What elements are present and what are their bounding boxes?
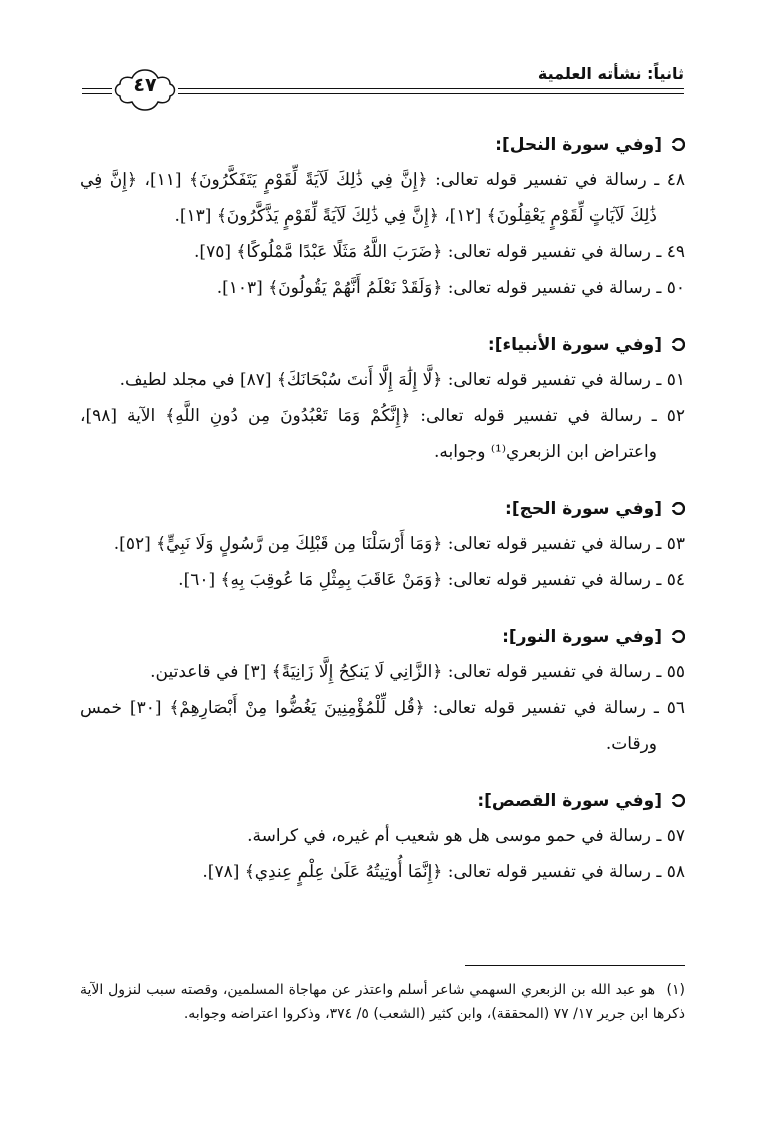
crescent-bullet-icon <box>672 338 685 351</box>
header-rule-left <box>82 88 112 94</box>
section-hajj <box>80 492 685 598</box>
list-item: ٥١ ـ رسالة في تفسير قوله تعالى: ﴿لَّا إِلَٰهَ إِلَّا أَنتَ سُبْحَانَكَ﴾ [٨٧] في مجلد لطيف. <box>119 370 685 390</box>
section-qasas <box>80 784 685 890</box>
page-header <box>82 60 684 110</box>
footnote-separator <box>465 965 685 966</box>
section-heading <box>80 784 685 818</box>
main-content <box>80 120 685 890</box>
footnote-text: هو عبد الله بن الزبعري السهمي شاعر أسلم واعتذر عن مهاجاة المسلمين، وقصته سبب لنزول الآية ذكرها ابن جرير ١٧/ ٧٧ (المحققة)، وابن كثير (الشعب) ٥/ ٣٧٤، وذكروا اعتراضه وجوابه. <box>80 982 685 1022</box>
section-anbiya <box>80 328 685 470</box>
crescent-bullet-icon <box>672 138 685 151</box>
section-heading <box>80 328 685 362</box>
list-item: ٥٦ ـ رسالة في تفسير قوله تعالى: ﴿قُل لِّلْمُؤْمِنِينَ يَغُضُّوا مِنْ أَبْصَارِهِمْ﴾ [٣٠] خمس ورقات. <box>80 698 685 754</box>
section-nahl <box>80 128 685 306</box>
section-heading-text: [وفي سورة الأنبياء]: <box>487 335 662 355</box>
section-heading <box>80 620 685 654</box>
section-heading-text: [وفي سورة النور]: <box>502 627 662 647</box>
page-number: ٤٧ <box>133 74 157 96</box>
crescent-bullet-icon <box>672 630 685 643</box>
list-item: ٥٠ ـ رسالة في تفسير قوله تعالى: ﴿وَلَقَدْ نَعْلَمُ أَنَّهُمْ يَقُولُونَ﴾ [١٠٣]. <box>216 278 685 298</box>
list-item: ٤٩ ـ رسالة في تفسير قوله تعالى: ﴿ضَرَبَ اللَّهُ مَثَلًا عَبْدًا مَّمْلُوكًا﴾ [٧٥]. <box>194 242 685 262</box>
list-item: ٥٤ ـ رسالة في تفسير قوله تعالى: ﴿وَمَنْ عَاقَبَ بِمِثْلِ مَا عُوقِبَ بِهِ﴾ [٦٠]. <box>178 570 685 590</box>
section-heading <box>80 128 685 162</box>
running-title: ثانياً: نشأته العلمية <box>537 64 684 83</box>
section-heading-text: [وفي سورة القصص]: <box>477 791 662 811</box>
section-heading-text: [وفي سورة النحل]: <box>495 135 662 155</box>
footnote-number: (١) <box>666 982 685 998</box>
page-number-badge <box>112 68 178 112</box>
list-item: ٥٥ ـ رسالة في تفسير قوله تعالى: ﴿الزَّانِي لَا يَنكِحُ إِلَّا زَانِيَةً﴾ [٣] في قاعدتين. <box>150 662 685 682</box>
crescent-bullet-icon <box>672 502 685 515</box>
list-item: ٥٢ ـ رسالة في تفسير قوله تعالى: ﴿إِنَّكُمْ وَمَا تَعْبُدُونَ مِن دُونِ اللَّهِ﴾ الآية [٩٨]، واعتراض ابن الزبعري⁽¹⁾ وجوابه. <box>80 406 685 462</box>
list-item: ٥٧ ـ رسالة في حمو موسى هل هو شعيب أم غيره، في كراسة. <box>247 826 685 846</box>
footnote <box>80 978 685 1026</box>
section-heading-text: [وفي سورة الحج]: <box>505 499 662 519</box>
list-item: ٥٨ ـ رسالة في تفسير قوله تعالى: ﴿إِنَّمَا أُوتِيتُهُ عَلَىٰ عِلْمٍ عِندِي﴾ [٧٨]. <box>202 862 685 882</box>
section-heading <box>80 492 685 526</box>
header-rule <box>178 88 684 94</box>
crescent-bullet-icon <box>672 794 685 807</box>
list-item: ٤٨ ـ رسالة في تفسير قوله تعالى: ﴿إِنَّ فِي ذَٰلِكَ لَآيَةً لِّقَوْمٍ يَتَفَكَّرُونَ﴾ [١١]، ﴿إِنَّ فِي ذَٰلِكَ لَآيَاتٍ لِّقَوْمٍ يَعْقِلُونَ﴾ [١٢]، ﴿إِنَّ فِي ذَٰلِكَ لَآيَةً لِّقَوْمٍ يَذَّكَّرُونَ﴾ [١٣]. <box>80 170 685 226</box>
section-nur <box>80 620 685 762</box>
list-item: ٥٣ ـ رسالة في تفسير قوله تعالى: ﴿وَمَا أَرْسَلْنَا مِن قَبْلِكَ مِن رَّسُولٍ وَلَا نَبِيٍّ﴾ [٥٢]. <box>113 534 685 554</box>
